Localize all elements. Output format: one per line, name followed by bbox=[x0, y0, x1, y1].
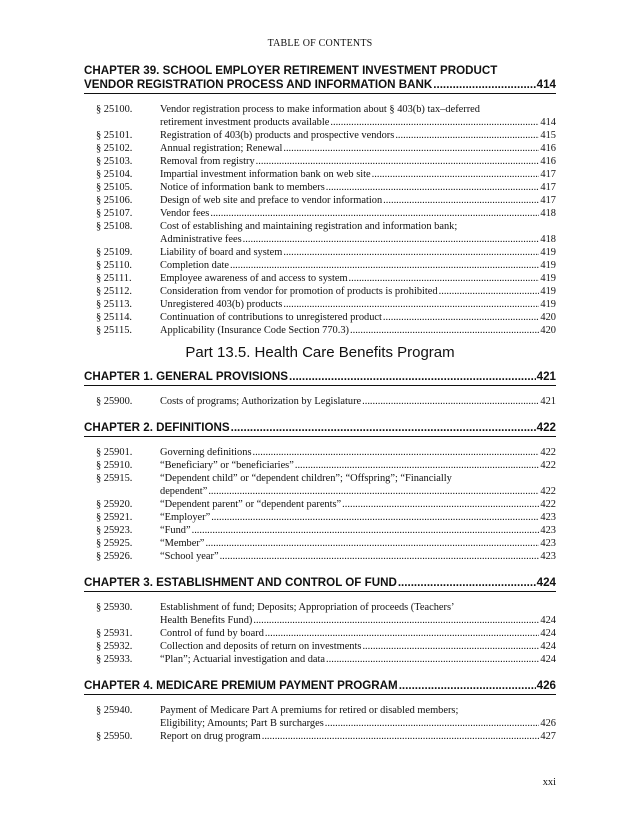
section-body bbox=[160, 537, 556, 550]
dot-leader bbox=[383, 311, 539, 324]
section-page-number: 420 bbox=[540, 312, 556, 323]
section-number: § 25114. bbox=[96, 312, 132, 323]
dot-leader bbox=[283, 298, 539, 311]
section-title-line bbox=[160, 272, 556, 285]
section-number: § 25910. bbox=[96, 460, 133, 471]
section-entry[interactable] bbox=[84, 129, 556, 142]
dot-leader bbox=[398, 576, 536, 590]
dot-leader bbox=[383, 194, 539, 207]
section-number: § 25102. bbox=[96, 143, 133, 154]
section-entry[interactable] bbox=[84, 730, 556, 743]
section-entry[interactable] bbox=[84, 446, 556, 459]
section-number: § 25950. bbox=[96, 731, 133, 742]
section-title-line bbox=[160, 537, 556, 550]
section-entry[interactable] bbox=[84, 194, 556, 207]
section-body bbox=[160, 627, 556, 640]
section-title-line bbox=[160, 181, 556, 194]
section-body bbox=[160, 194, 556, 207]
section-title-text: dependent” bbox=[160, 486, 208, 497]
section-list bbox=[84, 395, 556, 408]
section-title-line: Payment of Medicare Part A premiums for retired or disabled members; bbox=[160, 705, 459, 716]
section-title-text: Liability of board and system bbox=[160, 247, 283, 258]
section-body bbox=[160, 472, 556, 498]
section-body bbox=[160, 181, 556, 194]
section-body bbox=[160, 324, 556, 337]
section-entry[interactable] bbox=[84, 653, 556, 666]
section-page-number: 427 bbox=[540, 731, 556, 742]
chapter-title-text: CHAPTER 3. ESTABLISHMENT AND CONTROL OF FUND bbox=[84, 576, 397, 589]
section-number: § 25115. bbox=[96, 325, 132, 336]
dot-leader bbox=[395, 129, 539, 142]
section-page-number: 422 bbox=[540, 447, 556, 458]
section-page-number: 417 bbox=[540, 169, 556, 180]
section-entry[interactable] bbox=[84, 103, 556, 129]
section-body bbox=[160, 498, 556, 511]
section-title-text: Unregistered 403(b) products bbox=[160, 299, 283, 310]
section-number: § 25900. bbox=[96, 396, 133, 407]
section-title-text: “Member” bbox=[160, 538, 205, 549]
section-list bbox=[84, 103, 556, 337]
running-head: TABLE OF CONTENTS bbox=[267, 38, 373, 49]
chapter-rule bbox=[84, 385, 556, 386]
section-title-line: Establishment of fund; Deposits; Appropriation of proceeds (Teachers’ bbox=[160, 602, 455, 613]
section-body bbox=[160, 129, 556, 142]
section-title-line bbox=[160, 155, 556, 168]
section-title-text: “Dependent parent” or “dependent parents” bbox=[160, 499, 342, 510]
section-page-number: 419 bbox=[540, 247, 556, 258]
section-title-line bbox=[160, 285, 556, 298]
section-page-number: 419 bbox=[540, 260, 556, 271]
chapter-heading-line bbox=[84, 64, 556, 78]
section-body bbox=[160, 640, 556, 653]
section-number: § 25926. bbox=[96, 551, 133, 562]
dot-leader bbox=[192, 524, 540, 537]
section-body bbox=[160, 524, 556, 537]
chapter-page-number: 422 bbox=[536, 421, 556, 434]
section-entry[interactable] bbox=[84, 511, 556, 524]
section-entry[interactable] bbox=[84, 537, 556, 550]
dot-leader bbox=[433, 78, 535, 92]
dot-leader bbox=[243, 233, 540, 246]
dot-leader bbox=[230, 259, 539, 272]
section-page-number: 416 bbox=[540, 156, 556, 167]
section-page-number: 419 bbox=[540, 299, 556, 310]
chapter-heading-line bbox=[84, 78, 556, 92]
section-title-text: Annual registration; Renewal bbox=[160, 143, 283, 154]
section-number: § 25920. bbox=[96, 499, 133, 510]
section-title-line bbox=[160, 717, 556, 730]
dot-leader bbox=[372, 168, 540, 181]
section-number: § 25931. bbox=[96, 628, 133, 639]
dot-leader bbox=[289, 370, 536, 384]
chapter-heading[interactable] bbox=[84, 421, 556, 435]
section-title-line bbox=[160, 730, 556, 743]
section-entry[interactable] bbox=[84, 246, 556, 259]
dot-leader bbox=[326, 181, 540, 194]
section-page-number: 418 bbox=[540, 234, 556, 245]
dot-leader bbox=[325, 717, 540, 730]
section-entry[interactable] bbox=[84, 498, 556, 511]
dot-leader bbox=[295, 459, 540, 472]
section-page-number: 417 bbox=[540, 195, 556, 206]
section-body bbox=[160, 653, 556, 666]
section-title-text: Design of web site and preface to vendor information bbox=[160, 195, 383, 206]
dot-leader bbox=[350, 324, 539, 337]
section-entry[interactable] bbox=[84, 207, 556, 220]
chapter-heading-line bbox=[84, 679, 556, 693]
section-title-text: Registration of 403(b) products and prospective vendors bbox=[160, 130, 395, 141]
section-entry[interactable] bbox=[84, 640, 556, 653]
section-title-text: Administrative fees bbox=[160, 234, 242, 245]
section-number: § 25103. bbox=[96, 156, 133, 167]
chapter-page-number: 424 bbox=[536, 576, 556, 589]
section-page-number: 426 bbox=[540, 718, 556, 729]
chapter-gap bbox=[84, 408, 556, 421]
dot-leader bbox=[208, 485, 539, 498]
chapter-page-number: 421 bbox=[536, 370, 556, 383]
chapter-heading[interactable] bbox=[84, 64, 556, 92]
chapter-title-text: CHAPTER 2. DEFINITIONS bbox=[84, 421, 230, 434]
dot-leader bbox=[253, 614, 539, 627]
section-title-text: Costs of programs; Authorization by Legislature bbox=[160, 396, 362, 407]
section-page-number: 418 bbox=[540, 208, 556, 219]
section-title-line bbox=[160, 614, 556, 627]
section-title-line bbox=[160, 116, 556, 129]
section-title-text: “Plan”; Actuarial investigation and data bbox=[160, 654, 326, 665]
section-title-text: “Employer” bbox=[160, 512, 211, 523]
section-title-line bbox=[160, 142, 556, 155]
section-title-text: Eligibility; Amounts; Part B surcharges bbox=[160, 718, 324, 729]
section-number: § 25105. bbox=[96, 182, 133, 193]
section-number: § 25108. bbox=[96, 221, 133, 232]
section-number: § 25921. bbox=[96, 512, 133, 523]
section-title-line: Cost of establishing and maintaining registration and information bank; bbox=[160, 221, 458, 232]
dot-leader bbox=[283, 246, 539, 259]
section-number: § 25109. bbox=[96, 247, 133, 258]
section-title-text: retirement investment products available bbox=[160, 117, 330, 128]
part-title: Part 13.5. Health Care Benefits Program bbox=[185, 344, 455, 361]
section-entry[interactable] bbox=[84, 181, 556, 194]
section-title-text: Vendor fees bbox=[160, 208, 210, 219]
section-body bbox=[160, 298, 556, 311]
section-entry[interactable] bbox=[84, 459, 556, 472]
section-title-line bbox=[160, 194, 556, 207]
section-title-text: Continuation of contributions to unregistered product bbox=[160, 312, 382, 323]
chapter-heading[interactable] bbox=[84, 679, 556, 693]
section-body bbox=[160, 511, 556, 524]
chapter-gap bbox=[84, 666, 556, 679]
dot-leader bbox=[205, 537, 539, 550]
section-number: § 25111. bbox=[96, 273, 132, 284]
section-title-text: “Fund” bbox=[160, 525, 191, 536]
section-title-line: “Dependent child” or “dependent children”; “Offspring”; “Financially bbox=[160, 473, 452, 484]
dot-leader bbox=[283, 142, 539, 155]
section-entry[interactable] bbox=[84, 311, 556, 324]
section-page-number: 419 bbox=[540, 273, 556, 284]
dot-leader bbox=[231, 421, 536, 435]
section-body bbox=[160, 272, 556, 285]
dot-leader bbox=[210, 207, 539, 220]
section-entry[interactable] bbox=[84, 704, 556, 730]
section-entry[interactable] bbox=[84, 142, 556, 155]
section-number: § 25112. bbox=[96, 286, 132, 297]
section-entry[interactable] bbox=[84, 550, 556, 563]
section-entry[interactable] bbox=[84, 472, 556, 498]
chapter-rule bbox=[84, 591, 556, 592]
section-title-line bbox=[160, 511, 556, 524]
section-number: § 25106. bbox=[96, 195, 133, 206]
section-title-line bbox=[160, 207, 556, 220]
section-page-number: 419 bbox=[540, 286, 556, 297]
section-body bbox=[160, 550, 556, 563]
section-title-text: Completion date bbox=[160, 260, 229, 271]
section-title-line: Vendor registration process to make information about § 403(b) tax–deferred bbox=[160, 104, 480, 115]
section-title-text: Collection and deposits of return on investments bbox=[160, 641, 362, 652]
section-number: § 25933. bbox=[96, 654, 133, 665]
toc-content bbox=[84, 64, 556, 743]
section-entry[interactable] bbox=[84, 259, 556, 272]
section-page-number: 420 bbox=[540, 325, 556, 336]
section-body bbox=[160, 601, 556, 627]
section-title-text: Notice of information bank to members bbox=[160, 182, 325, 193]
chapter-heading-line bbox=[84, 421, 556, 435]
dot-leader bbox=[342, 498, 539, 511]
dot-leader bbox=[330, 116, 539, 129]
dot-leader bbox=[262, 730, 540, 743]
section-page-number: 422 bbox=[540, 499, 556, 510]
section-title-line bbox=[160, 524, 556, 537]
dot-leader bbox=[399, 679, 536, 693]
dot-leader bbox=[349, 272, 540, 285]
section-page-number: 423 bbox=[540, 512, 556, 523]
chapter-heading[interactable] bbox=[84, 576, 556, 590]
chapter-title-text: CHAPTER 39. SCHOOL EMPLOYER RETIREMENT INVESTMENT PRODUCT bbox=[84, 64, 498, 77]
section-body bbox=[160, 207, 556, 220]
section-title-line bbox=[160, 459, 556, 472]
chapter-rule bbox=[84, 694, 556, 695]
section-entry[interactable] bbox=[84, 220, 556, 246]
dot-leader bbox=[252, 446, 539, 459]
section-entry[interactable] bbox=[84, 272, 556, 285]
chapter-heading[interactable] bbox=[84, 370, 556, 384]
section-title-line bbox=[160, 259, 556, 272]
page-folio: xxi bbox=[542, 777, 556, 788]
section-list bbox=[84, 704, 556, 743]
section-entry[interactable] bbox=[84, 324, 556, 337]
section-title-text: “Beneficiary” or “beneficiaries” bbox=[160, 460, 294, 471]
section-number: § 25101. bbox=[96, 130, 133, 141]
dot-leader bbox=[220, 550, 540, 563]
chapter-rule bbox=[84, 436, 556, 437]
section-body bbox=[160, 459, 556, 472]
section-title-line bbox=[160, 129, 556, 142]
section-number: § 25925. bbox=[96, 538, 133, 549]
section-body bbox=[160, 168, 556, 181]
dot-leader bbox=[326, 653, 539, 666]
section-page-number: 424 bbox=[540, 628, 556, 639]
section-number: § 25932. bbox=[96, 641, 133, 652]
section-body bbox=[160, 220, 556, 246]
dot-leader bbox=[256, 155, 540, 168]
section-number: § 25930. bbox=[96, 602, 133, 613]
section-body bbox=[160, 730, 556, 743]
chapter-title-text: CHAPTER 1. GENERAL PROVISIONS bbox=[84, 370, 289, 383]
section-body bbox=[160, 155, 556, 168]
section-title-text: Governing definitions bbox=[160, 447, 252, 458]
section-title-line bbox=[160, 498, 556, 511]
section-title-line bbox=[160, 233, 556, 246]
section-entry[interactable] bbox=[84, 155, 556, 168]
section-list bbox=[84, 446, 556, 563]
section-title-text: Report on drug program bbox=[160, 731, 261, 742]
section-number: § 25110. bbox=[96, 260, 132, 271]
section-title-line bbox=[160, 324, 556, 337]
section-number: § 25107. bbox=[96, 208, 133, 219]
section-page-number: 421 bbox=[540, 396, 556, 407]
section-body bbox=[160, 246, 556, 259]
section-number: § 25940. bbox=[96, 705, 133, 716]
section-title-text: Consideration from vendor for promotion of products is prohibited bbox=[160, 286, 438, 297]
dot-leader bbox=[439, 285, 540, 298]
section-entry[interactable] bbox=[84, 524, 556, 537]
dot-leader bbox=[265, 627, 540, 640]
section-title-line bbox=[160, 395, 556, 408]
section-number: § 25104. bbox=[96, 169, 133, 180]
chapter-heading-line bbox=[84, 576, 556, 590]
section-title-line bbox=[160, 550, 556, 563]
section-list bbox=[84, 601, 556, 666]
chapter-rule bbox=[84, 93, 556, 94]
section-title-text: Impartial investment information bank on web site bbox=[160, 169, 371, 180]
section-page-number: 423 bbox=[540, 525, 556, 536]
section-title-line bbox=[160, 168, 556, 181]
dot-leader bbox=[211, 511, 539, 524]
section-title-text: Employee awareness of and access to system bbox=[160, 273, 348, 284]
section-title-text: Control of fund by board bbox=[160, 628, 264, 639]
section-page-number: 422 bbox=[540, 460, 556, 471]
section-entry[interactable] bbox=[84, 298, 556, 311]
chapter-page-number: 426 bbox=[536, 679, 556, 692]
chapter-title-text: CHAPTER 4. MEDICARE PREMIUM PAYMENT PROGRAM bbox=[84, 679, 398, 692]
section-page-number: 423 bbox=[540, 551, 556, 562]
section-title-line bbox=[160, 485, 556, 498]
section-page-number: 414 bbox=[540, 117, 556, 128]
section-body bbox=[160, 311, 556, 324]
section-number: § 25915. bbox=[96, 473, 133, 484]
dot-leader bbox=[362, 640, 539, 653]
dot-leader bbox=[362, 395, 539, 408]
section-body bbox=[160, 704, 556, 730]
chapter-heading-line bbox=[84, 370, 556, 384]
section-title-text: Health Benefits Fund) bbox=[160, 615, 253, 626]
section-body bbox=[160, 142, 556, 155]
section-entry[interactable] bbox=[84, 168, 556, 181]
section-page-number: 424 bbox=[540, 641, 556, 652]
chapter-title-text: VENDOR REGISTRATION PROCESS AND INFORMATION BANK bbox=[84, 78, 433, 91]
section-number: § 25901. bbox=[96, 447, 133, 458]
section-page-number: 423 bbox=[540, 538, 556, 549]
section-title-line bbox=[160, 627, 556, 640]
section-body bbox=[160, 103, 556, 129]
section-body bbox=[160, 259, 556, 272]
chapter-gap bbox=[84, 563, 556, 576]
section-page-number: 424 bbox=[540, 654, 556, 665]
section-number: § 25100. bbox=[96, 104, 133, 115]
section-page-number: 422 bbox=[540, 486, 556, 497]
section-page-number: 416 bbox=[540, 143, 556, 154]
section-entry[interactable] bbox=[84, 285, 556, 298]
section-entry[interactable] bbox=[84, 601, 556, 627]
section-page-number: 415 bbox=[540, 130, 556, 141]
section-body bbox=[160, 446, 556, 459]
section-number: § 25923. bbox=[96, 525, 133, 536]
section-body bbox=[160, 285, 556, 298]
chapter-page-number: 414 bbox=[536, 78, 556, 91]
section-title-text: Applicability (Insurance Code Section 770.3) bbox=[160, 325, 350, 336]
section-page-number: 424 bbox=[540, 615, 556, 626]
section-title-line bbox=[160, 311, 556, 324]
section-title-line bbox=[160, 246, 556, 259]
section-entry[interactable] bbox=[84, 395, 556, 408]
section-body bbox=[160, 395, 556, 408]
section-title-line bbox=[160, 298, 556, 311]
section-title-line bbox=[160, 446, 556, 459]
section-page-number: 417 bbox=[540, 182, 556, 193]
section-title-line bbox=[160, 653, 556, 666]
section-title-text: “School year” bbox=[160, 551, 219, 562]
section-number: § 25113. bbox=[96, 299, 132, 310]
section-title-line bbox=[160, 640, 556, 653]
section-entry[interactable] bbox=[84, 627, 556, 640]
section-title-text: Removal from registry bbox=[160, 156, 255, 167]
